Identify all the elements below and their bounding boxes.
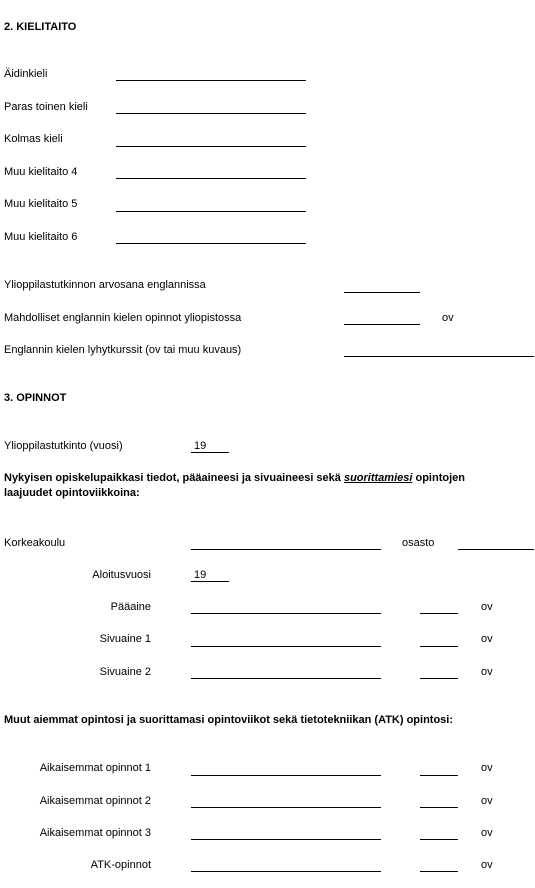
language-label-5: Muu kielitaito 5 xyxy=(4,198,78,210)
other-studies-heading: Muut aiemmat opintosi ja suorittamasi opintoviikot sekä tietotekniikan (ATK) opintosi: xyxy=(4,714,454,726)
language-field-6[interactable] xyxy=(116,243,306,256)
start-year-label: Aloitusvuosi xyxy=(92,569,151,581)
subject-unit-minor1: ov xyxy=(481,633,493,645)
other-study-unit-1: ov xyxy=(481,762,493,774)
language-field-native[interactable] xyxy=(116,80,306,93)
english-univ-label: Mahdolliset englannin kielen opinnot yliopistossa xyxy=(4,312,242,324)
subject-field-major[interactable] xyxy=(191,613,381,626)
atk-study-unit: ov xyxy=(481,859,493,871)
english-univ-unit: ov xyxy=(442,312,454,324)
department-label: osasto xyxy=(402,537,435,549)
matric-year-prefix: 19 xyxy=(194,440,207,452)
subject-credits-minor1[interactable] xyxy=(420,646,458,659)
other-study-field-3[interactable] xyxy=(191,839,381,852)
other-study-unit-3: ov xyxy=(481,827,493,839)
other-study-field-1[interactable] xyxy=(191,775,381,788)
other-study-label-1: Aikaisemmat opinnot 1 xyxy=(39,762,151,774)
other-study-field-2[interactable] xyxy=(191,807,381,820)
english-short-field[interactable] xyxy=(344,356,534,369)
university-field[interactable] xyxy=(191,549,381,562)
atk-study-field[interactable] xyxy=(191,871,381,884)
atk-study-label: ATK-opinnot xyxy=(90,859,151,871)
matric-year-field[interactable] xyxy=(191,452,229,465)
other-study-credits-1[interactable] xyxy=(420,775,458,788)
other-study-credits-3[interactable] xyxy=(420,839,458,852)
university-label: Korkeakoulu xyxy=(4,537,66,549)
start-year-prefix: 19 xyxy=(194,569,207,581)
subject-credits-minor2[interactable] xyxy=(420,678,458,691)
english-grade-field[interactable] xyxy=(344,292,420,305)
start-year-field[interactable] xyxy=(191,581,229,594)
language-label-second: Paras toinen kieli xyxy=(4,101,88,113)
other-study-label-2: Aikaisemmat opinnot 2 xyxy=(39,795,151,807)
matric-year-label: Ylioppilastutkinto (vuosi) xyxy=(4,440,123,452)
subject-unit-minor2: ov xyxy=(481,666,493,678)
english-short-label: Englannin kielen lyhytkurssit (ov tai muu kuvaus) xyxy=(4,344,242,356)
language-label-6: Muu kielitaito 6 xyxy=(4,231,78,243)
subject-field-minor1[interactable] xyxy=(191,646,381,659)
language-label-4: Muu kielitaito 4 xyxy=(4,166,78,178)
atk-study-credits[interactable] xyxy=(420,871,458,884)
language-label-third: Kolmas kieli xyxy=(4,133,63,145)
other-study-credits-2[interactable] xyxy=(420,807,458,820)
current-study-heading-line2: laajuudet opintoviikkoina: xyxy=(4,487,140,499)
other-study-label-3: Aikaisemmat opinnot 3 xyxy=(39,827,151,839)
subject-unit-major: ov xyxy=(481,601,493,613)
language-field-third[interactable] xyxy=(116,146,306,159)
subject-field-minor2[interactable] xyxy=(191,678,381,691)
language-label-native: Äidinkieli xyxy=(4,68,48,80)
current-study-heading: Nykyisen opiskelupaikkasi tiedot, pääaineesi ja sivuaineesi sekä suorittamiesi opintojen xyxy=(4,472,465,484)
subject-label-minor2: Sivuaine 2 xyxy=(99,666,151,678)
language-field-5[interactable] xyxy=(116,211,306,224)
other-study-unit-2: ov xyxy=(481,795,493,807)
english-univ-field[interactable] xyxy=(344,324,420,337)
subject-label-major: Pääaine xyxy=(110,601,151,613)
language-field-second[interactable] xyxy=(116,113,306,126)
subject-label-minor1: Sivuaine 1 xyxy=(99,633,151,645)
section-heading-studies: 3. OPINNOT xyxy=(4,392,67,404)
section-heading-language-skills: 2. KIELITAITO xyxy=(4,21,77,33)
english-grade-label: Ylioppilastutkinnon arvosana englannissa xyxy=(4,279,206,291)
department-field[interactable] xyxy=(458,549,534,562)
subject-credits-major[interactable] xyxy=(420,613,458,626)
language-field-4[interactable] xyxy=(116,178,306,191)
